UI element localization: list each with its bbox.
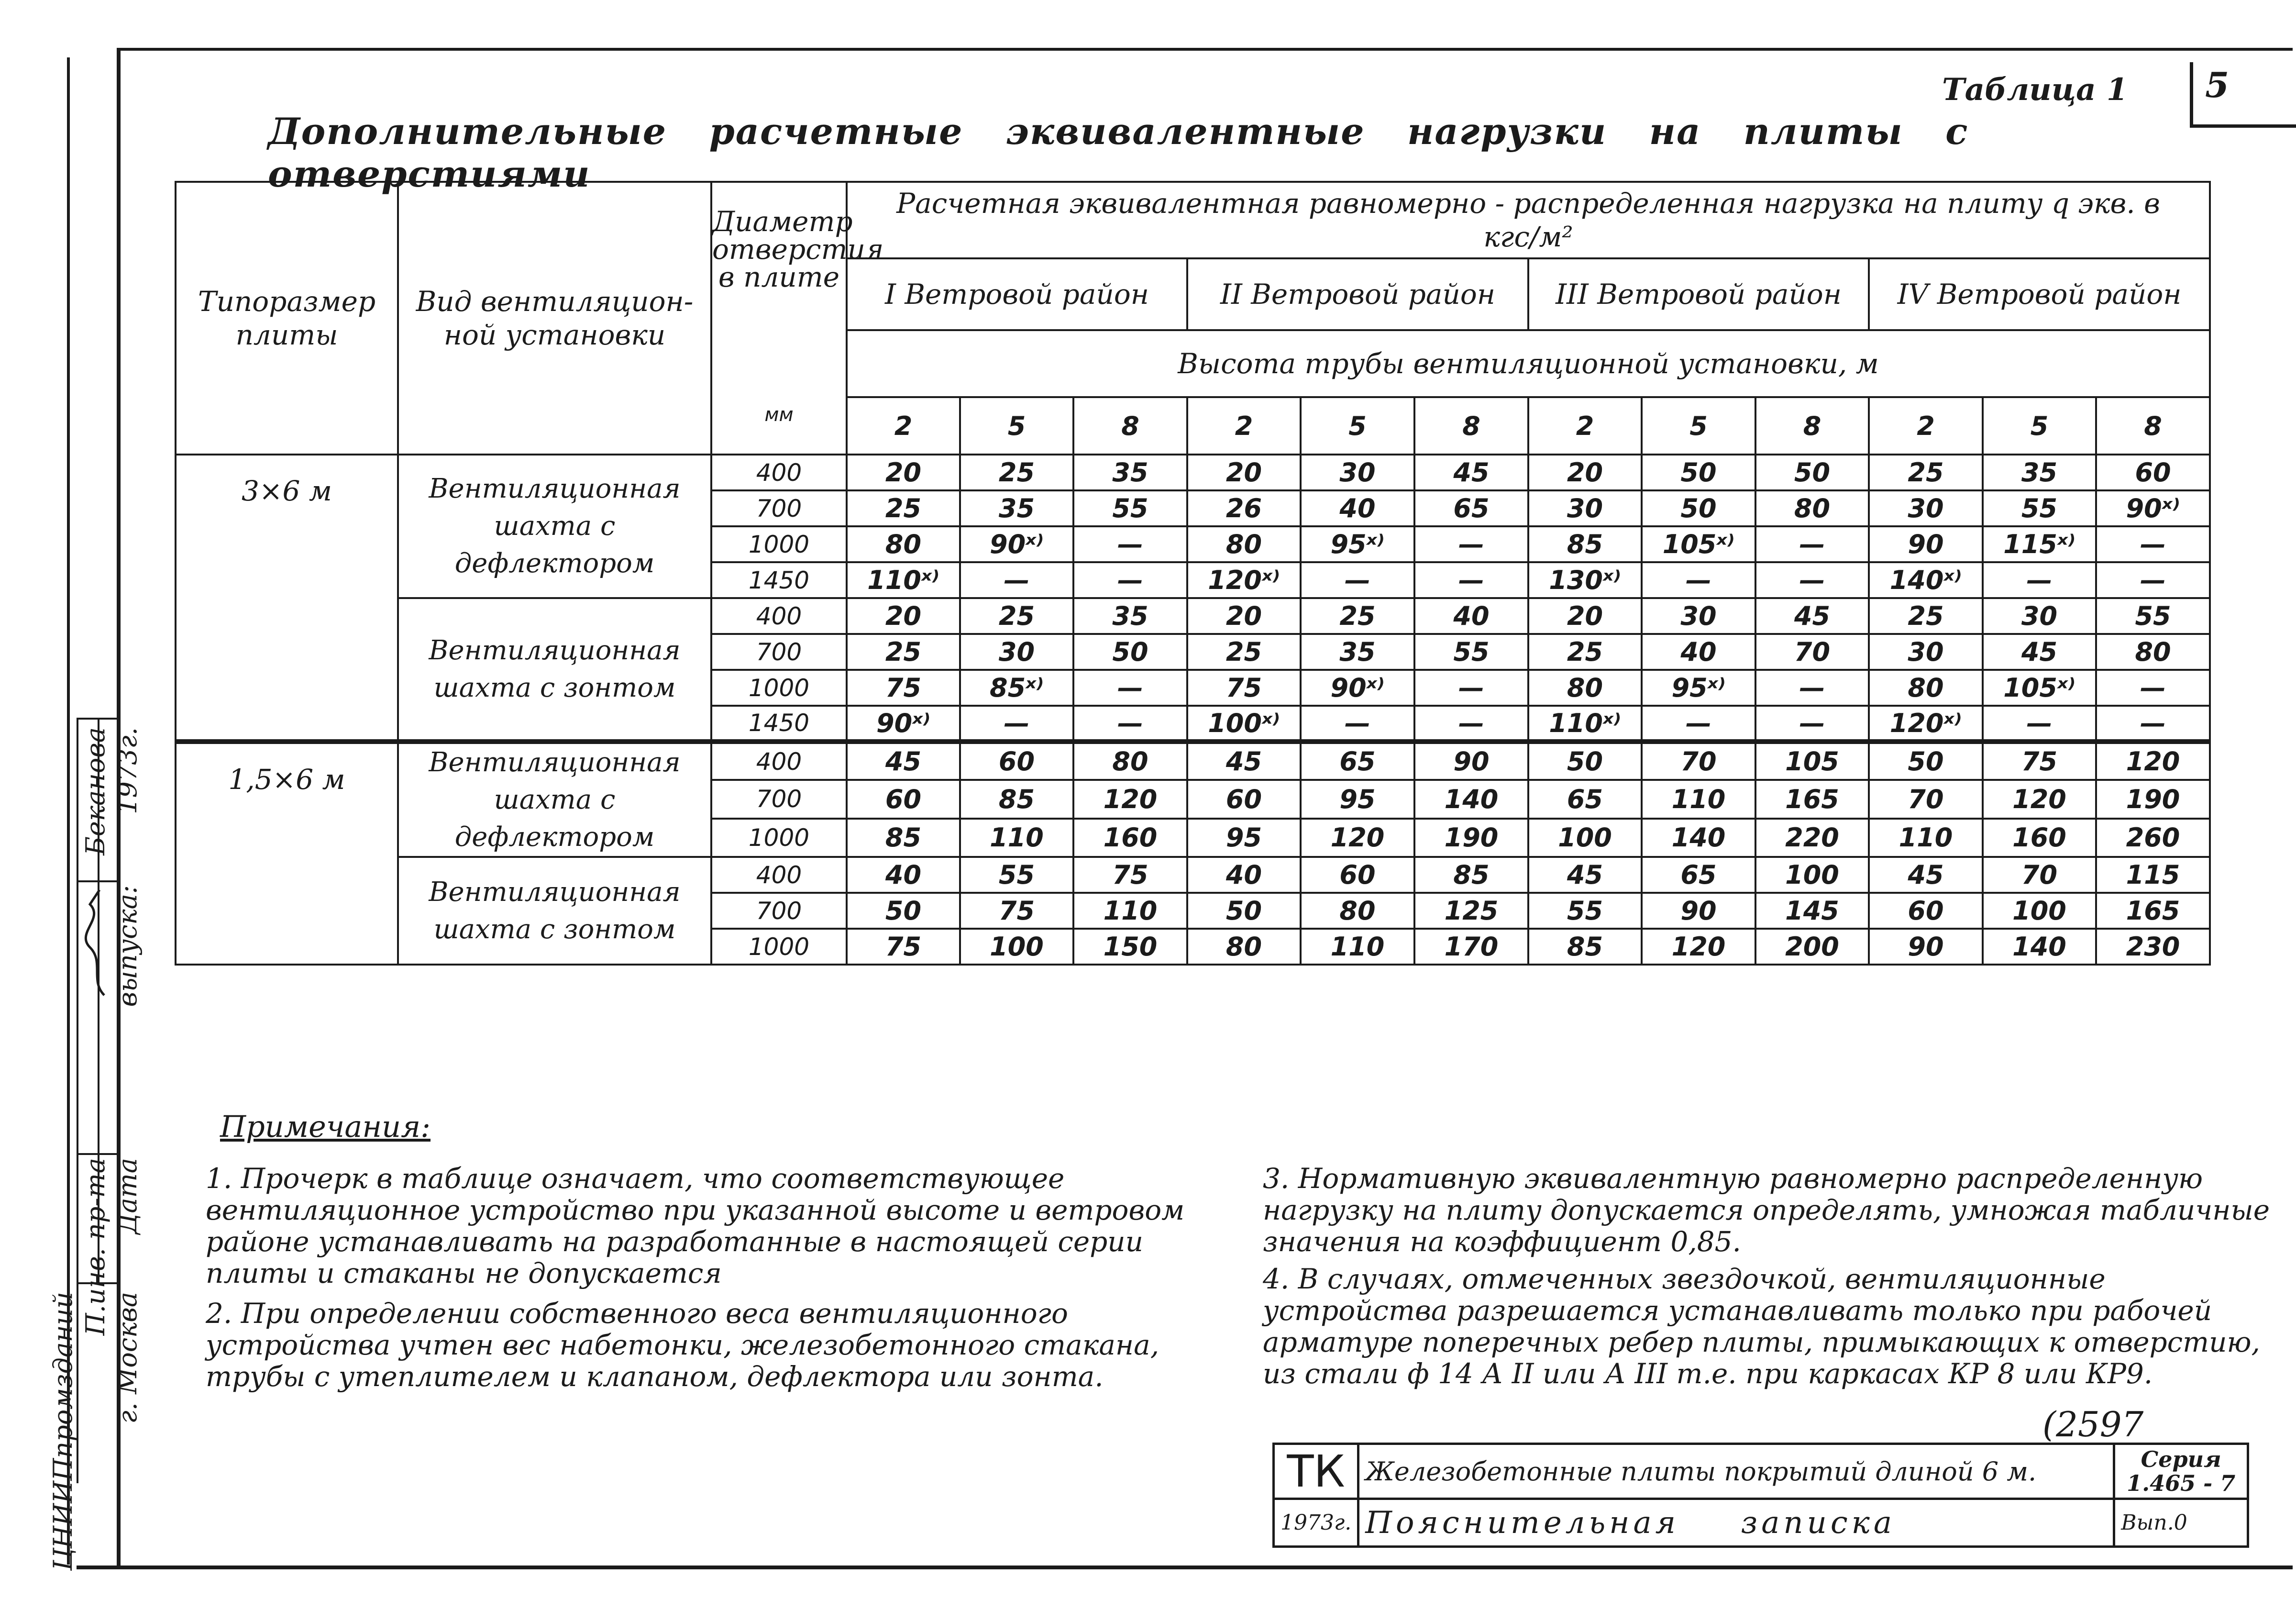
load-value-cell: 20 — [1187, 598, 1301, 634]
load-value-cell: 80 — [1187, 526, 1301, 562]
load-value-cell: — — [2096, 526, 2210, 562]
title-block — [1272, 1443, 2249, 1548]
diameter-cell: 1000 — [711, 670, 847, 706]
diameter-cell: 1000 — [711, 526, 847, 562]
load-value-cell: 50 — [1073, 634, 1187, 670]
load-value-cell: 60 — [1869, 893, 1983, 929]
load-value-cell: 105ˣ⁾ — [1642, 526, 1755, 562]
load-value-cell: 110 — [1073, 893, 1187, 929]
height-label: 2 — [1528, 397, 1642, 455]
load-value-cell: 55 — [1528, 893, 1642, 929]
load-value-cell: 55 — [1073, 490, 1187, 526]
load-value-cell: 20 — [1187, 455, 1301, 490]
load-value-cell: 25 — [960, 455, 1073, 490]
load-value-cell: 40 — [1301, 490, 1414, 526]
load-value-cell: 200 — [1755, 929, 1869, 965]
load-value-cell: — — [960, 562, 1073, 598]
load-value-cell: — — [1414, 526, 1528, 562]
table-row — [176, 598, 2210, 634]
note-1: 1. Прочерк в таблице означает, что соответствующее вентиляционное устройство при указанной высоте и ветровом районе устанавливать на разработанные в настоящей серии плиты и стаканы не допускается — [206, 1162, 1185, 1289]
load-value-cell: 40 — [1187, 857, 1301, 893]
load-value-cell: 60 — [960, 742, 1073, 780]
load-value-cell: 95 — [1187, 819, 1301, 857]
load-value-cell: 145 — [1755, 893, 1869, 929]
height-label: 8 — [1073, 397, 1187, 455]
load-value-cell: 80 — [1073, 742, 1187, 780]
height-label: 2 — [847, 397, 960, 455]
vent-type-cell: Вентиляционная шахта с зонтом — [398, 857, 711, 965]
diameter-cell: 700 — [711, 893, 847, 929]
load-value-cell: 110ˣ⁾ — [847, 562, 960, 598]
load-value-cell: 85 — [1528, 929, 1642, 965]
load-value-cell: 120 — [1073, 780, 1187, 818]
load-value-cell: 125 — [1414, 893, 1528, 929]
load-value-cell: 25 — [1301, 598, 1414, 634]
page-number: 5 — [2205, 65, 2230, 105]
side-name: Беканова — [80, 727, 110, 855]
load-value-cell: 45 — [1869, 857, 1983, 893]
plate-size-cell: 3×6 м — [176, 455, 398, 742]
vent-type-cell: Вентиляционная шахта с дефлектором — [398, 742, 711, 857]
loads-table — [175, 181, 2211, 966]
load-value-cell: 45 — [1414, 455, 1528, 490]
load-value-cell: — — [1642, 562, 1755, 598]
height-label: 2 — [1869, 397, 1983, 455]
load-value-cell: 25 — [1528, 634, 1642, 670]
height-label: 5 — [1983, 397, 2096, 455]
load-value-cell: 80 — [1187, 929, 1301, 965]
load-value-cell: 25 — [1869, 598, 1983, 634]
load-value-cell: 85ˣ⁾ — [960, 670, 1073, 706]
load-value-cell: 70 — [1983, 857, 2096, 893]
load-value-cell: 45 — [847, 742, 960, 780]
archive-stamp: (2597 — [2042, 1404, 2144, 1444]
load-value-cell: — — [2096, 562, 2210, 598]
load-value-cell: 120 — [2096, 742, 2210, 780]
load-value-cell: 140 — [1983, 929, 2096, 965]
load-value-cell: 170 — [1414, 929, 1528, 965]
header-height-title: Высота трубы вентиляционной установки, м — [847, 330, 2210, 397]
load-value-cell: 85 — [960, 780, 1073, 818]
load-value-cell: 105 — [1755, 742, 1869, 780]
table-row — [176, 455, 2210, 490]
load-value-cell: 35 — [1983, 455, 2096, 490]
load-value-cell: 40 — [1642, 634, 1755, 670]
load-value-cell: 110 — [1301, 929, 1414, 965]
load-value-cell: 120ˣ⁾ — [1187, 562, 1301, 598]
load-value-cell: 70 — [1755, 634, 1869, 670]
load-value-cell: 165 — [1755, 780, 1869, 818]
load-value-cell: — — [1301, 562, 1414, 598]
load-value-cell: 35 — [1073, 455, 1187, 490]
load-value-cell: 35 — [1301, 634, 1414, 670]
load-value-cell: 50 — [1642, 455, 1755, 490]
load-value-cell: 100 — [1755, 857, 1869, 893]
load-value-cell: 20 — [1528, 598, 1642, 634]
load-value-cell: — — [1414, 706, 1528, 742]
load-value-cell: 150 — [1073, 929, 1187, 965]
load-value-cell: — — [1983, 562, 2096, 598]
load-value-cell: 95 — [1301, 780, 1414, 818]
header-diameter-unit: мм — [764, 404, 794, 426]
load-value-cell: 90 — [1869, 929, 1983, 965]
load-value-cell: 120 — [1301, 819, 1414, 857]
load-value-cell: 75 — [1983, 742, 2096, 780]
load-value-cell: 60 — [1301, 857, 1414, 893]
note-3: 3. Нормативную эквивалентную равномерно распределенную нагрузку на плиту допускается определять, умножая табличные значения на коэффициент 0,85. — [1263, 1162, 2270, 1258]
load-value-cell: — — [1073, 562, 1187, 598]
vent-type-cell: Вентиляционная шахта с зонтом — [398, 598, 711, 742]
load-value-cell: 20 — [847, 455, 960, 490]
load-value-cell: 30 — [1869, 490, 1983, 526]
load-value-cell: 90ˣ⁾ — [2096, 490, 2210, 526]
load-value-cell: 120 — [1983, 780, 2096, 818]
load-value-cell: 85 — [1528, 526, 1642, 562]
height-label: 8 — [2096, 397, 2210, 455]
load-value-cell: 65 — [1301, 742, 1414, 780]
diameter-cell: 1000 — [711, 929, 847, 965]
load-value-cell: 190 — [1414, 819, 1528, 857]
header-load-title: Расчетная эквивалентная равномерно - распределенная нагрузка на плиту q экв. в кгс/м² — [847, 182, 2210, 258]
load-value-cell: 110 — [1869, 819, 1983, 857]
load-value-cell: 65 — [1528, 780, 1642, 818]
load-value-cell: 65 — [1642, 857, 1755, 893]
load-value-cell: 165 — [2096, 893, 2210, 929]
note-4: 4. В случаях, отмеченных звездочкой, вентиляционные устройства разрешается устанавливать только при рабочей арматуре поперечных ребер плиты, примыкающих к отверстию, из стали ф 14 А II или А III т.е. при каркасах КР 8 или КР9. — [1263, 1263, 2260, 1390]
load-value-cell: 20 — [847, 598, 960, 634]
load-value-cell: 45 — [1983, 634, 2096, 670]
load-value-cell: 105ˣ⁾ — [1983, 670, 2096, 706]
load-value-cell: — — [1755, 526, 1869, 562]
load-value-cell: 140 — [1414, 780, 1528, 818]
height-label: 5 — [1642, 397, 1755, 455]
header-diameter-label: Диаметр отверстия в плите — [712, 205, 884, 293]
load-value-cell: 60 — [2096, 455, 2210, 490]
load-value-cell: 55 — [960, 857, 1073, 893]
load-value-cell: 120 — [1642, 929, 1755, 965]
load-value-cell: 110ˣ⁾ — [1528, 706, 1642, 742]
load-value-cell: 30 — [1983, 598, 2096, 634]
load-value-cell: 70 — [1642, 742, 1755, 780]
load-value-cell: 110 — [1642, 780, 1755, 818]
header-region-2: II Ветровой район — [1187, 258, 1528, 330]
load-value-cell: 140ˣ⁾ — [1869, 562, 1983, 598]
load-value-cell: 40 — [1414, 598, 1528, 634]
load-value-cell: 20 — [1528, 455, 1642, 490]
header-vent-type: Вид вентиляцион-ной установки — [398, 182, 711, 455]
diameter-cell: 400 — [711, 857, 847, 893]
tk-mark: ТК — [1274, 1444, 1358, 1499]
side-year: 1973г. — [112, 727, 143, 814]
load-value-cell: 30 — [1528, 490, 1642, 526]
load-value-cell: 230 — [2096, 929, 2210, 965]
load-value-cell: 90 — [1414, 742, 1528, 780]
load-value-cell: — — [960, 706, 1073, 742]
title-block-title: Железобетонные плиты покрытий длиной 6 м. — [1358, 1444, 2114, 1499]
load-value-cell: 40 — [847, 857, 960, 893]
height-label: 5 — [1301, 397, 1414, 455]
load-value-cell: 95ˣ⁾ — [1642, 670, 1755, 706]
load-value-cell: 50 — [1528, 742, 1642, 780]
diameter-cell: 700 — [711, 490, 847, 526]
load-value-cell: 55 — [1414, 634, 1528, 670]
load-value-cell: 80 — [1869, 670, 1983, 706]
table-row — [176, 857, 2210, 893]
load-value-cell: 45 — [1528, 857, 1642, 893]
load-value-cell: 160 — [1073, 819, 1187, 857]
load-value-cell: 90ˣ⁾ — [847, 706, 960, 742]
load-value-cell: 80 — [1755, 490, 1869, 526]
load-value-cell: 80 — [2096, 634, 2210, 670]
load-value-cell: 115ˣ⁾ — [1983, 526, 2096, 562]
load-value-cell: — — [1755, 706, 1869, 742]
load-value-cell: 120ˣ⁾ — [1869, 706, 1983, 742]
load-value-cell: 45 — [1187, 742, 1301, 780]
title-block-issue: Вып.0 — [2114, 1499, 2248, 1547]
load-value-cell: 160 — [1983, 819, 2096, 857]
side-city: г. Москва — [112, 1292, 143, 1424]
load-value-cell: 100 — [960, 929, 1073, 965]
load-value-cell: 80 — [1528, 670, 1642, 706]
load-value-cell: 80 — [1301, 893, 1414, 929]
title-block-subtitle: Пояснительная записка — [1358, 1499, 2114, 1547]
load-value-cell: 50 — [1187, 893, 1301, 929]
diameter-cell: 700 — [711, 780, 847, 818]
load-value-cell: 95ˣ⁾ — [1301, 526, 1414, 562]
load-value-cell: 26 — [1187, 490, 1301, 526]
diameter-cell: 700 — [711, 634, 847, 670]
notes-heading: Примечания: — [220, 1109, 431, 1144]
diameter-cell: 400 — [711, 455, 847, 490]
load-value-cell: 90 — [1642, 893, 1755, 929]
load-value-cell: — — [1301, 706, 1414, 742]
load-value-cell: 35 — [1073, 598, 1187, 634]
load-value-cell: — — [1755, 562, 1869, 598]
load-value-cell: — — [1414, 562, 1528, 598]
page-title: Дополнительные расчетные эквивалентные нагрузки на плиты с отверстиями — [268, 110, 1969, 195]
load-value-cell: — — [1642, 706, 1755, 742]
diameter-cell: 1450 — [711, 706, 847, 742]
side-org: ЦНИИПпромзданий — [48, 1292, 78, 1571]
title-block-year: 1973г. — [1274, 1499, 1358, 1547]
table-label: Таблица 1 — [1942, 72, 2128, 108]
load-value-cell: — — [2096, 670, 2210, 706]
header-diameter — [711, 182, 884, 455]
table-row — [176, 742, 2210, 780]
load-value-cell: 35 — [960, 490, 1073, 526]
note-2: 2. При определении собственного веса вентиляционного устройства учтен вес набетонки, железобетонного стакана, трубы с утеплителем и клапаном, дефлектора или зонта. — [206, 1297, 1159, 1393]
load-value-cell: 75 — [1073, 857, 1187, 893]
load-value-cell: 260 — [2096, 819, 2210, 857]
header-plate-size: Типоразмер плиты — [176, 182, 398, 455]
load-value-cell: 85 — [847, 819, 960, 857]
load-value-cell: 30 — [1642, 598, 1755, 634]
load-value-cell: 45 — [1755, 598, 1869, 634]
load-value-cell: 140 — [1642, 819, 1755, 857]
height-label: 8 — [1414, 397, 1528, 455]
header-region-1: I Ветровой район — [847, 258, 1187, 330]
side-release-label: выпуска: — [112, 885, 143, 1007]
load-value-cell: 30 — [960, 634, 1073, 670]
load-value-cell: 50 — [1755, 455, 1869, 490]
load-value-cell: 85 — [1414, 857, 1528, 893]
load-value-cell: 100 — [1528, 819, 1642, 857]
diameter-cell: 400 — [711, 742, 847, 780]
side-inv-label: П.инв. пр-та — [80, 1158, 110, 1336]
load-value-cell: 220 — [1755, 819, 1869, 857]
load-value-cell: — — [2096, 706, 2210, 742]
load-value-cell: 75 — [1187, 670, 1301, 706]
diameter-cell: 1450 — [711, 562, 847, 598]
height-label: 5 — [960, 397, 1073, 455]
load-value-cell: 25 — [847, 634, 960, 670]
load-value-cell: — — [1755, 670, 1869, 706]
load-value-cell: 90ˣ⁾ — [960, 526, 1073, 562]
height-label: 2 — [1187, 397, 1301, 455]
load-value-cell: 130ˣ⁾ — [1528, 562, 1642, 598]
load-value-cell: 80 — [847, 526, 960, 562]
load-value-cell: 90 — [1869, 526, 1983, 562]
load-value-cell: — — [1983, 706, 2096, 742]
load-value-cell: 50 — [1642, 490, 1755, 526]
height-label: 8 — [1755, 397, 1869, 455]
load-value-cell: 30 — [1301, 455, 1414, 490]
signature-icon — [82, 885, 109, 1000]
load-value-cell: 55 — [1983, 490, 2096, 526]
load-value-cell: 25 — [1869, 455, 1983, 490]
load-value-cell: 110 — [960, 819, 1073, 857]
frame-bottom — [77, 1566, 2293, 1569]
side-signature — [80, 885, 110, 1000]
load-value-cell: 25 — [847, 490, 960, 526]
diameter-cell: 400 — [711, 598, 847, 634]
load-value-cell: 90ˣ⁾ — [1301, 670, 1414, 706]
load-value-cell: 25 — [960, 598, 1073, 634]
load-value-cell: 60 — [1187, 780, 1301, 818]
load-value-cell: 100ˣ⁾ — [1187, 706, 1301, 742]
load-value-cell: 75 — [847, 670, 960, 706]
load-value-cell: — — [1073, 526, 1187, 562]
load-value-cell: 100 — [1983, 893, 2096, 929]
load-value-cell: 60 — [847, 780, 960, 818]
load-value-cell: 65 — [1414, 490, 1528, 526]
load-value-cell: 25 — [1187, 634, 1301, 670]
load-value-cell: 75 — [847, 929, 960, 965]
load-value-cell: 50 — [1869, 742, 1983, 780]
diameter-cell: 1000 — [711, 819, 847, 857]
vent-type-cell: Вентиляционная шахта с дефлектором — [398, 455, 711, 598]
load-value-cell: — — [1073, 670, 1187, 706]
load-value-cell: 50 — [847, 893, 960, 929]
load-value-cell: — — [1414, 670, 1528, 706]
header-region-4: IV Ветровой район — [1869, 258, 2210, 330]
title-block-series: Серия 1.465 - 7 — [2114, 1444, 2248, 1499]
load-value-cell: 115 — [2096, 857, 2210, 893]
side-date-label: Дата — [112, 1158, 143, 1234]
table-body — [176, 455, 2210, 965]
load-value-cell: 75 — [960, 893, 1073, 929]
load-value-cell: 190 — [2096, 780, 2210, 818]
header-region-3: III Ветровой район — [1528, 258, 1869, 330]
frame-top — [117, 48, 2293, 51]
load-value-cell: 70 — [1869, 780, 1983, 818]
load-value-cell: 55 — [2096, 598, 2210, 634]
load-value-cell: 30 — [1869, 634, 1983, 670]
plate-size-cell: 1,5×6 м — [176, 742, 398, 965]
load-value-cell: — — [1073, 706, 1187, 742]
